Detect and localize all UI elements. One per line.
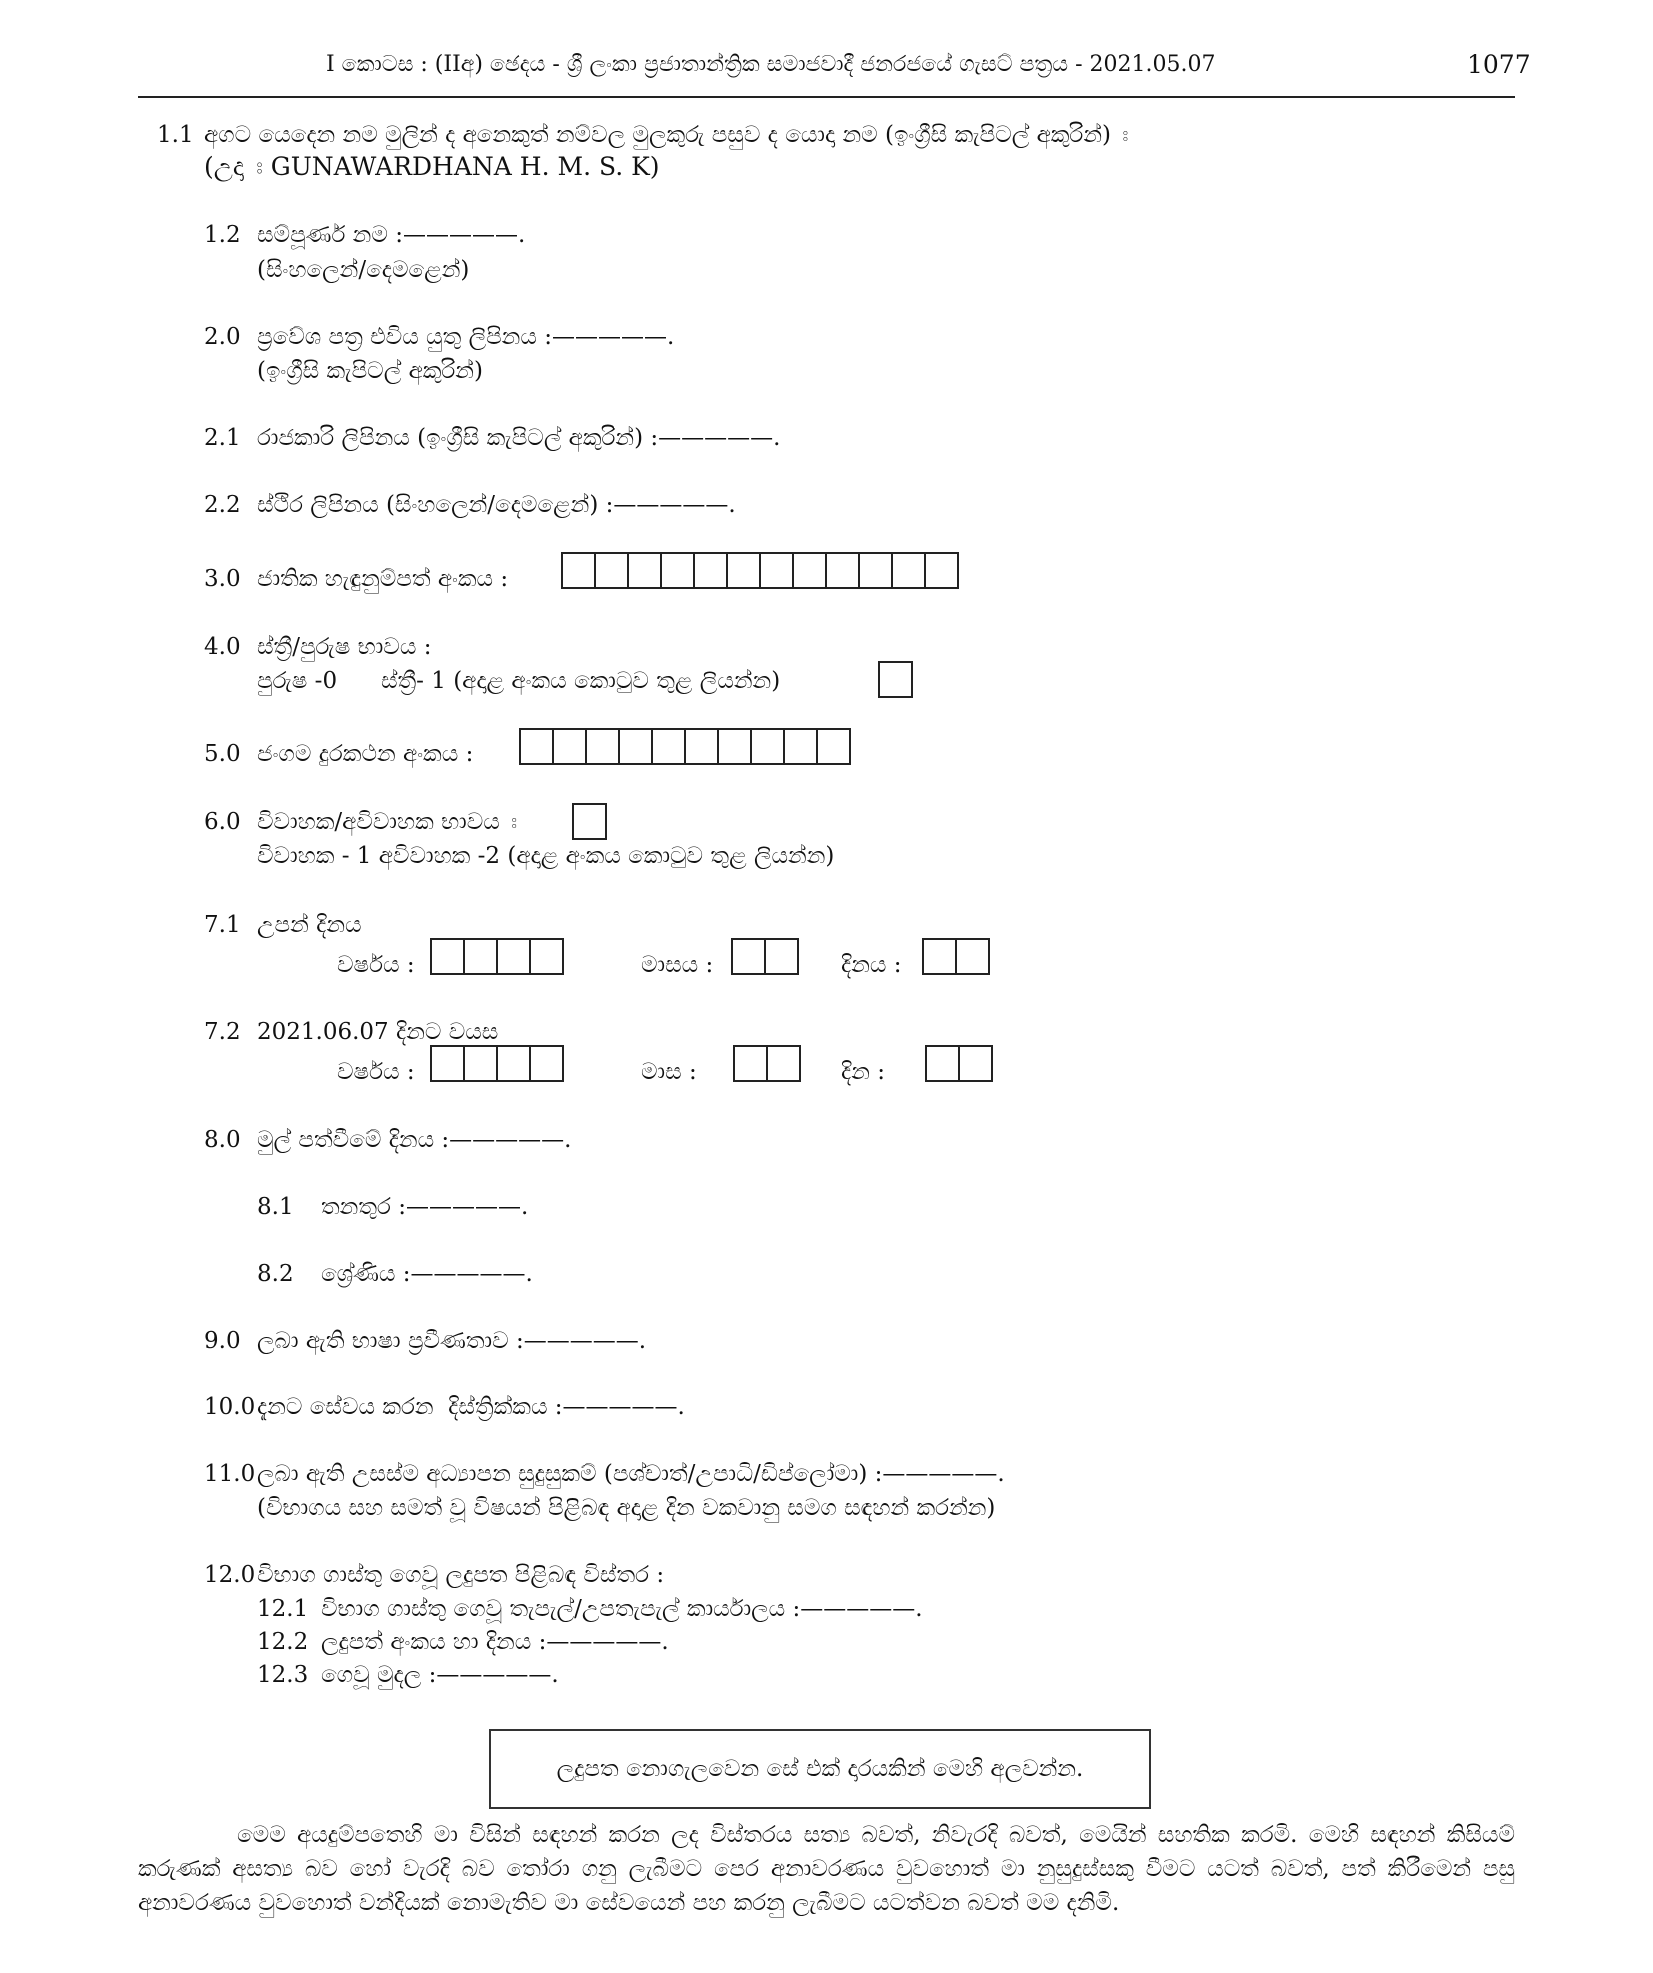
mobile-number-boxes[interactable] <box>519 728 851 765</box>
receipt-paste-area <box>489 1729 1151 1809</box>
item-number: 10.0 <box>204 1394 256 1420</box>
amount-paid-field: ගෙවූ මුදල :—————. <box>321 1662 559 1688</box>
full-name-field: සම්පූර්ණ නම :—————. <box>257 222 526 248</box>
dob-day-boxes[interactable] <box>922 938 990 975</box>
age-day-label: දින : <box>841 1059 885 1085</box>
receipt-details-label: විභාග ගාස්තු ගෙවූ ලදුපත පිළිබඳ විස්තර : <box>257 1562 665 1588</box>
marital-status-instructions: විවාහක - 1 අවිවාහක -2 (අදාළ අංකය කොටුව තුළ ලියන්න) <box>257 843 835 869</box>
item-number: 7.2 <box>204 1019 241 1045</box>
first-appointment-date-field: මුල් පත්වීමේ දිනය :—————. <box>257 1127 572 1153</box>
item-number: 1.1 <box>157 122 194 148</box>
name-example: (උදා ඃ GUNAWARDHANA H. M. S. K) <box>204 152 660 181</box>
item-number: 8.0 <box>204 1127 241 1153</box>
item-number: 12.1 <box>257 1596 309 1622</box>
item-number: 2.2 <box>204 492 241 518</box>
name-with-initials-label: අගට යෙදෙන නම මුලින් ද අනෙකුත් නම්වල මුලකුරු පසුව ද යොදා නම (ඉංග්‍රීසි කැපිටල් අකුරින්) ඃ <box>204 122 1129 148</box>
date-of-birth-label: උපන් දිනය <box>257 912 362 938</box>
item-number: 11.0 <box>204 1461 256 1487</box>
age-as-at-label: 2021.06.07 දිනට වයස <box>257 1019 499 1045</box>
dob-day-label: දිනය : <box>841 952 902 978</box>
age-year-boxes[interactable] <box>430 1045 564 1082</box>
gender-instructions: පුරුෂ -0 ස්ත්‍රී- 1 (අදාළ අංකය කොටුව තුළ ලියන්න) <box>257 668 781 694</box>
gender-box[interactable] <box>878 661 913 698</box>
declaration-paragraph: මෙම අයදුම්පතෙහි මා විසින් සඳහන් කරන ලද විස්තරය සත්‍ය බවත්, නිවැරදි බවත්, මෙයින් සහතික කරමි. මෙහි සඳහන් කිසියම් කරුණක් අසත්‍ය බව හෝ වැරදි බව තෝරා ගනු ලැබීමට පෙර අනාවරණය වුවහොත් මා නුසුදුස්සකු වීමට යටත් බවත්, පත් කිරීමෙන් පසු අනාවරණය වුවහොත් වන්දියක් නොමැතිව මා සේවයෙන් පහ කරනු ලැබීමට යටත්වන බවත් මම දනිමි. <box>138 1822 1515 1916</box>
item-number: 9.0 <box>204 1328 241 1354</box>
item-number: 1.2 <box>204 222 241 248</box>
receipt-paste-instruction: ලදුපත නොගැලවෙන සේ එක් දාරයකින් මෙහි අලවන්න. <box>556 1756 1084 1782</box>
highest-qualification-field: ලබා ඇති උසස්ම අධ්‍යාපන සුදුසුකම් (පශ්චාත්/උපාධි/ඩිප්ලෝමා) :—————. <box>257 1461 1005 1487</box>
item-number: 6.0 <box>204 809 241 835</box>
age-day-boxes[interactable] <box>925 1045 993 1082</box>
designation-field: තනතුර :—————. <box>321 1194 529 1220</box>
post-office-field: විභාග ගාස්තු ගෙවූ තැපැල්/උපතැපැල් කාර්යාලය :—————. <box>321 1596 923 1622</box>
age-month-label: මාස : <box>641 1059 697 1085</box>
grade-field: ශ්‍රේණිය :—————. <box>321 1261 533 1287</box>
dob-year-label: වර්ෂය : <box>337 952 415 978</box>
item-number: 7.1 <box>204 912 241 938</box>
dob-year-boxes[interactable] <box>430 938 564 975</box>
receipt-number-date-field: ලදුපත් අංකය හා දිනය :—————. <box>321 1629 669 1655</box>
page-number: 1077 <box>1467 50 1531 79</box>
item-number: 8.1 <box>257 1194 294 1220</box>
gazette-header-title: I කොටස : (IIඅ) ඡෙදය - ශ්‍රී ලංකා ප්‍රජාතාන්ත්‍රික සමාජවාදී ජනරජයේ ගැසට් පත්‍රය - 2021.05.07 <box>326 52 1216 77</box>
gender-label: ස්ත්‍රී/පුරුෂ භාවය : <box>257 634 432 660</box>
language-proficiency-field: ලබා ඇති භාෂා ප්‍රවීණතාව :—————. <box>257 1328 647 1354</box>
nic-number-label: ජාතික හැඳුනුම්පත් අංකය : <box>257 566 509 592</box>
item-number: 5.0 <box>204 741 241 767</box>
item-number: 4.0 <box>204 634 241 660</box>
age-year-label: වර්ෂය : <box>337 1059 415 1085</box>
official-address-field: රාජකාරි ලිපිනය (ඉංග්‍රීසි කැපිටල් අකුරින්) :—————. <box>257 425 781 451</box>
marital-status-box[interactable] <box>572 803 607 840</box>
item-number: 8.2 <box>257 1261 294 1287</box>
permanent-address-field: ස්ථිර ලිපිනය (සිංහලෙන්/දෙමළෙන්) :—————. <box>257 492 736 518</box>
marital-status-label: විවාහක/අවිවාහක භාවය ඃ <box>257 809 518 835</box>
nic-number-boxes[interactable] <box>561 552 959 589</box>
header-divider <box>138 96 1515 98</box>
age-month-boxes[interactable] <box>733 1045 801 1082</box>
full-name-note: (සිංහලෙන්/දෙමළෙන්) <box>257 257 470 283</box>
item-number: 2.1 <box>204 425 241 451</box>
admission-address-field: ප්‍රවේශ පත්‍ර එවිය යුතු ලිපිනය :—————. <box>257 324 675 350</box>
item-number: 3.0 <box>204 566 241 592</box>
item-number: 2.0 <box>204 324 241 350</box>
dob-month-label: මාසය : <box>641 952 714 978</box>
dob-month-boxes[interactable] <box>731 938 799 975</box>
highest-qualification-note: (විභාගය සහ සමත් වූ විෂයන් පිළිබඳ අදාළ දින වකවානු සමග සඳහන් කරන්න) <box>257 1495 996 1521</box>
item-number: 12.2 <box>257 1629 309 1655</box>
item-number: 12.3 <box>257 1662 309 1688</box>
admission-address-note: (ඉංග්‍රීසි කැපිටල් අකුරින්) <box>257 358 483 384</box>
current-district-field: දැනට සේවය කරන දිස්ත්‍රික්කය :—————. <box>257 1394 685 1420</box>
item-number: 12.0 <box>204 1562 256 1588</box>
mobile-number-label: ජංගම දුරකථන අංකය : <box>257 741 474 767</box>
